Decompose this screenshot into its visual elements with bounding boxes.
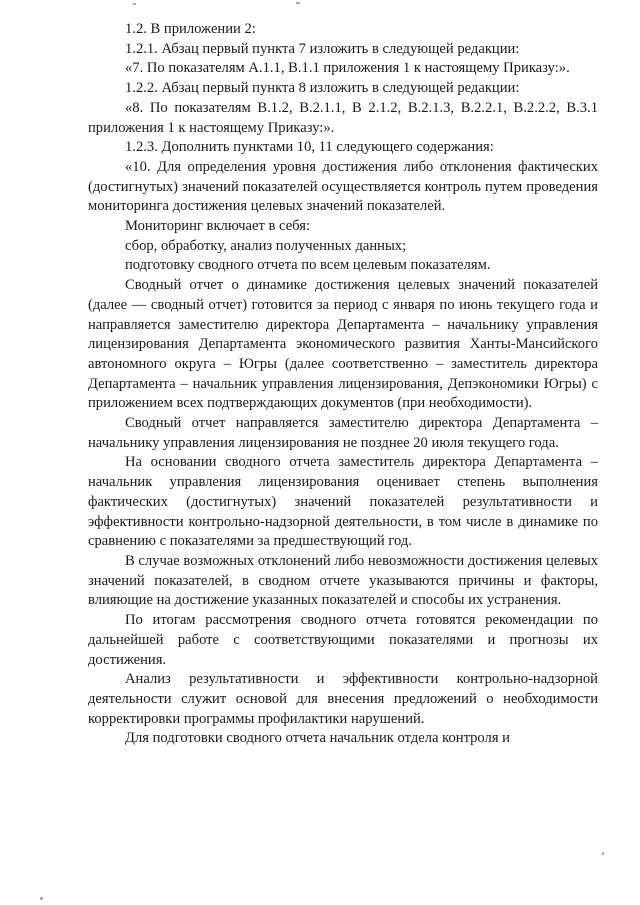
scan-speck (40, 897, 43, 900)
scan-speck (133, 3, 136, 5)
scan-speck (602, 852, 604, 855)
paragraph-analysis: Анализ результативности и эффективности контрольно-надзорной деятельности служит основой для внесения предложений о необходимости корректировки программы профилактики нарушений. (88, 671, 598, 727)
paragraph-1-2-3: 1.2.3. Дополнить пунктами 10, 11 следующего содержания: (125, 139, 494, 156)
paragraph-report-evaluation: На основании сводного отчета заместитель директора Департамента – начальник управления лицензирования оценивает степень выполнения фактических (достигнутых) значений показателей результативности и эффективности контрольно-надзорной деятельности, в том числе в динамике по сравнению с показателями за предшествующий год. (88, 454, 598, 550)
paragraph-point-8-text: «8. По показателям В.1.2, В.2.1.1, В 2.1.2, В.2.1.3, В.2.2.1, В.2.2.2, В.3.1 приложения 1 к настоящему Приказу:». (88, 99, 598, 136)
paragraph-1-2-1: 1.2.1. Абзац первый пункта 7 изложить в следующей редакции: (125, 40, 520, 57)
paragraph-point-10: «10. Для определения уровня достижения либо отклонения фактических (достигнутых) значений показателей осуществляется контроль путем проведения мониторинга достижения целевых значений показателей. (88, 158, 598, 215)
scan-speck (296, 2, 300, 4)
paragraph-monitoring-intro: Мониторинг включает в себя: (125, 218, 310, 235)
paragraph-monitoring-item-2: подготовку сводного отчета по всем целевым показателям. (125, 257, 491, 274)
paragraph-report-preparation: Для подготовки сводного отчета начальник отдела контроля и (125, 730, 510, 747)
paragraph-deviations: В случае возможных отклонений либо невозможности достижения целевых значений показателей, в сводном отчете указываются причины и факторы, влияющие на достижение указанных показателей и способы их устранения. (88, 552, 598, 609)
paragraph-1-2-2: 1.2.2. Абзац первый пункта 8 изложить в следующей редакции: (125, 80, 520, 97)
paragraph-report-deadline: Сводный отчет направляется заместителю директора Департамента – начальнику управления лицензирования не позднее 20 июля текущего года. (88, 415, 598, 451)
paragraph-summary-report: Сводный отчет о динамике достижения целевых значений показателей (далее — сводный отчет) готовится за период с января по июнь текущего года и направляется заместителю директора Департамента – начальнику управления лицензирования Департамента экономического развития Ханты-Мансийского автономного округа – Югры (далее соответственно – заместитель директора Департамента – начальник управления лицензирования, Депэкономики Югры) с приложением всех подтверждающих документов (при необходимости). (88, 277, 598, 412)
paragraph-1-2-heading: 1.2. В приложении 2: (125, 21, 256, 37)
paragraph-recommendations: По итогам рассмотрения сводного отчета готовятся рекомендации по дальнейшей работе с соответствующими показателями и прогнозы их достижения. (88, 612, 598, 668)
paragraph-monitoring-item-1: сбор, обработку, анализ полученных данных; (125, 237, 407, 254)
document-body (88, 20, 598, 749)
paragraph-point-7-text: «7. По показателям А.1.1, В.1.1 приложения 1 к настоящему Приказу:». (125, 60, 570, 77)
